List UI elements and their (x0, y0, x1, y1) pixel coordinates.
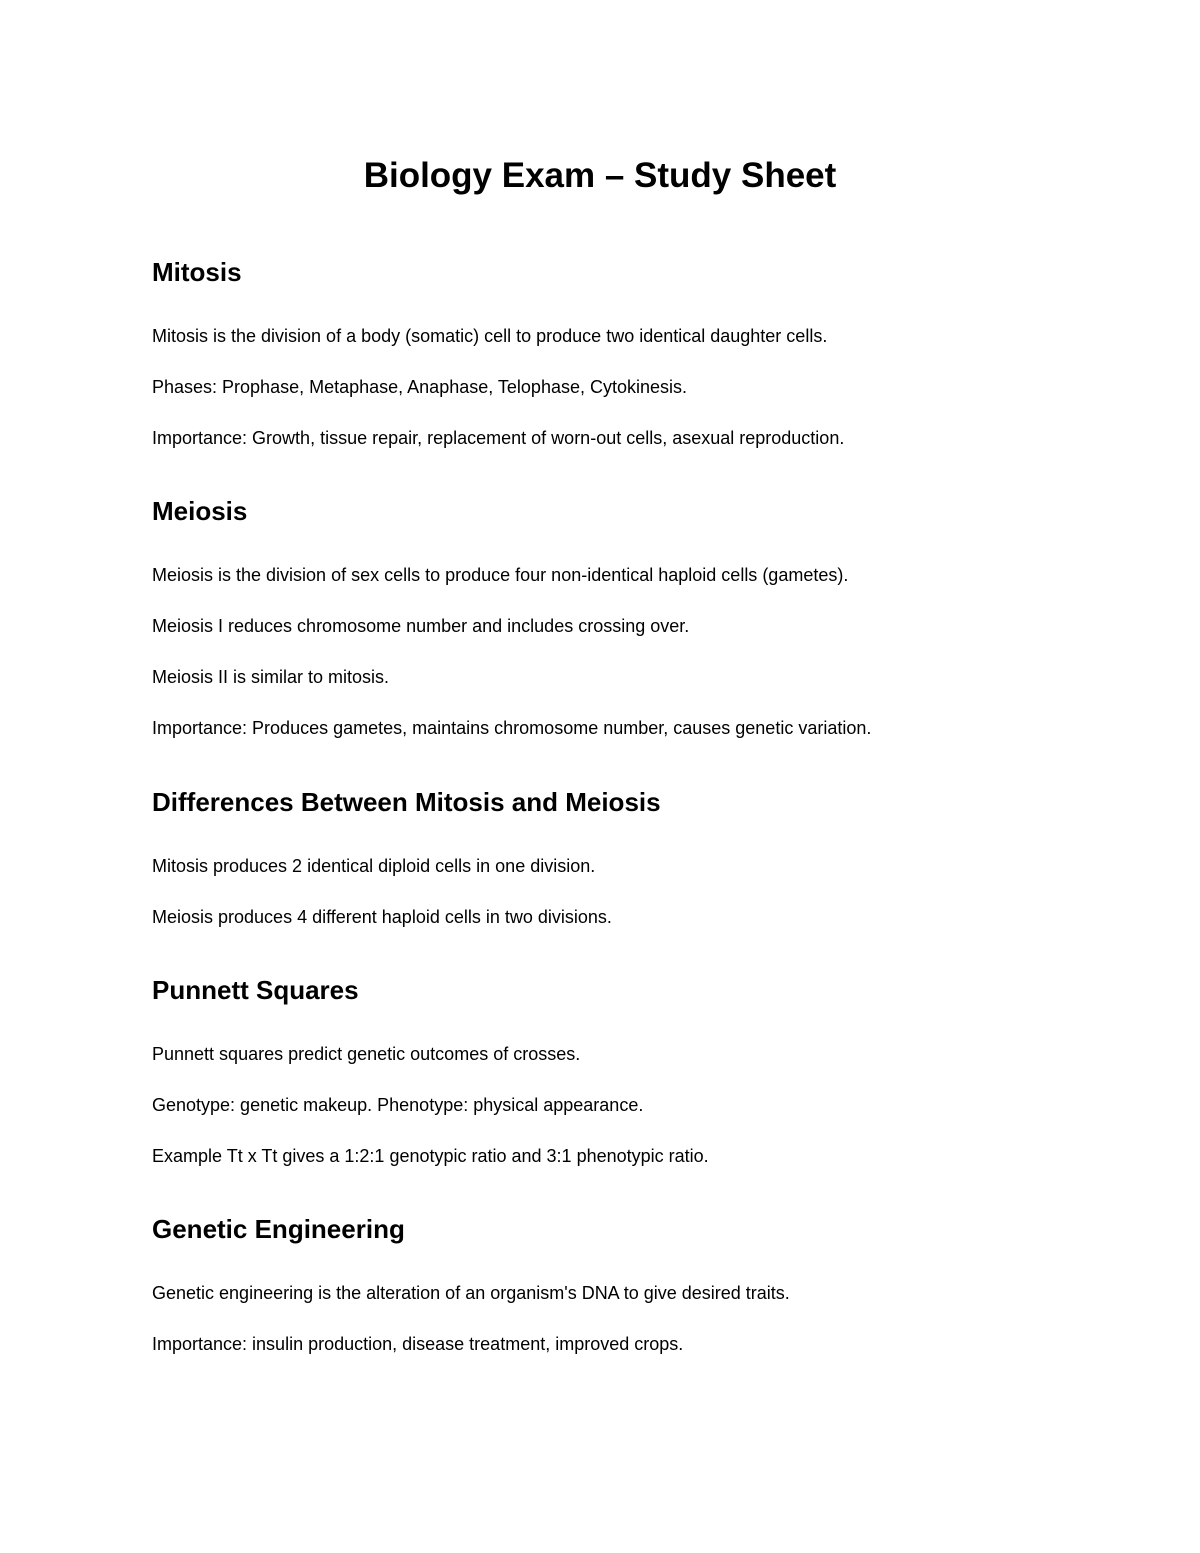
section-text-line: Meiosis is the division of sex cells to produce four non-identical haploid cells (gametes). (152, 565, 849, 585)
section-meiosis (152, 495, 1112, 768)
section-text-line: Meiosis I reduces chromosome number and includes crossing over. (152, 616, 690, 636)
section-text-line: Genetic engineering is the alteration of an organism's DNA to give desired traits. (152, 1283, 790, 1303)
section-text-line: Example Tt x Tt gives a 1:2:1 genotypic ratio and 3:1 phenotypic ratio. (152, 1146, 709, 1166)
section-heading: Meiosis (152, 496, 248, 526)
section-heading: Genetic Engineering (152, 1214, 405, 1244)
section-text-line: Punnett squares predict genetic outcomes of crosses. (152, 1044, 581, 1064)
section-punnett-squares (152, 974, 1112, 1196)
section-heading: Mitosis (152, 257, 242, 287)
section-text-line: Phases: Prophase, Metaphase, Anaphase, Telophase, Cytokinesis. (152, 377, 688, 397)
section-text-line: Meiosis II is similar to mitosis. (152, 667, 390, 687)
section-text-line: Genotype: genetic makeup. Phenotype: physical appearance. (152, 1095, 644, 1115)
section-heading: Differences Between Mitosis and Meiosis (152, 787, 661, 817)
section-mitosis (152, 256, 1112, 478)
section-heading: Punnett Squares (152, 975, 359, 1005)
document-title: Biology Exam – Study Sheet (363, 156, 837, 195)
section-text-line: Mitosis produces 2 identical diploid cells in one division. (152, 856, 596, 876)
section-text-line: Importance: Produces gametes, maintains chromosome number, causes genetic variation. (152, 718, 872, 738)
section-differences (152, 786, 1112, 957)
section-genetic-engineering (152, 1213, 1112, 1384)
section-text-line: Importance: Growth, tissue repair, replacement of worn-out cells, asexual reproduction. (152, 428, 845, 448)
section-text-line: Meiosis produces 4 different haploid cells in two divisions. (152, 907, 612, 927)
section-text-line: Importance: insulin production, disease treatment, improved crops. (152, 1334, 684, 1354)
section-text-line: Mitosis is the division of a body (somatic) cell to produce two identical daughter cells. (152, 326, 828, 346)
